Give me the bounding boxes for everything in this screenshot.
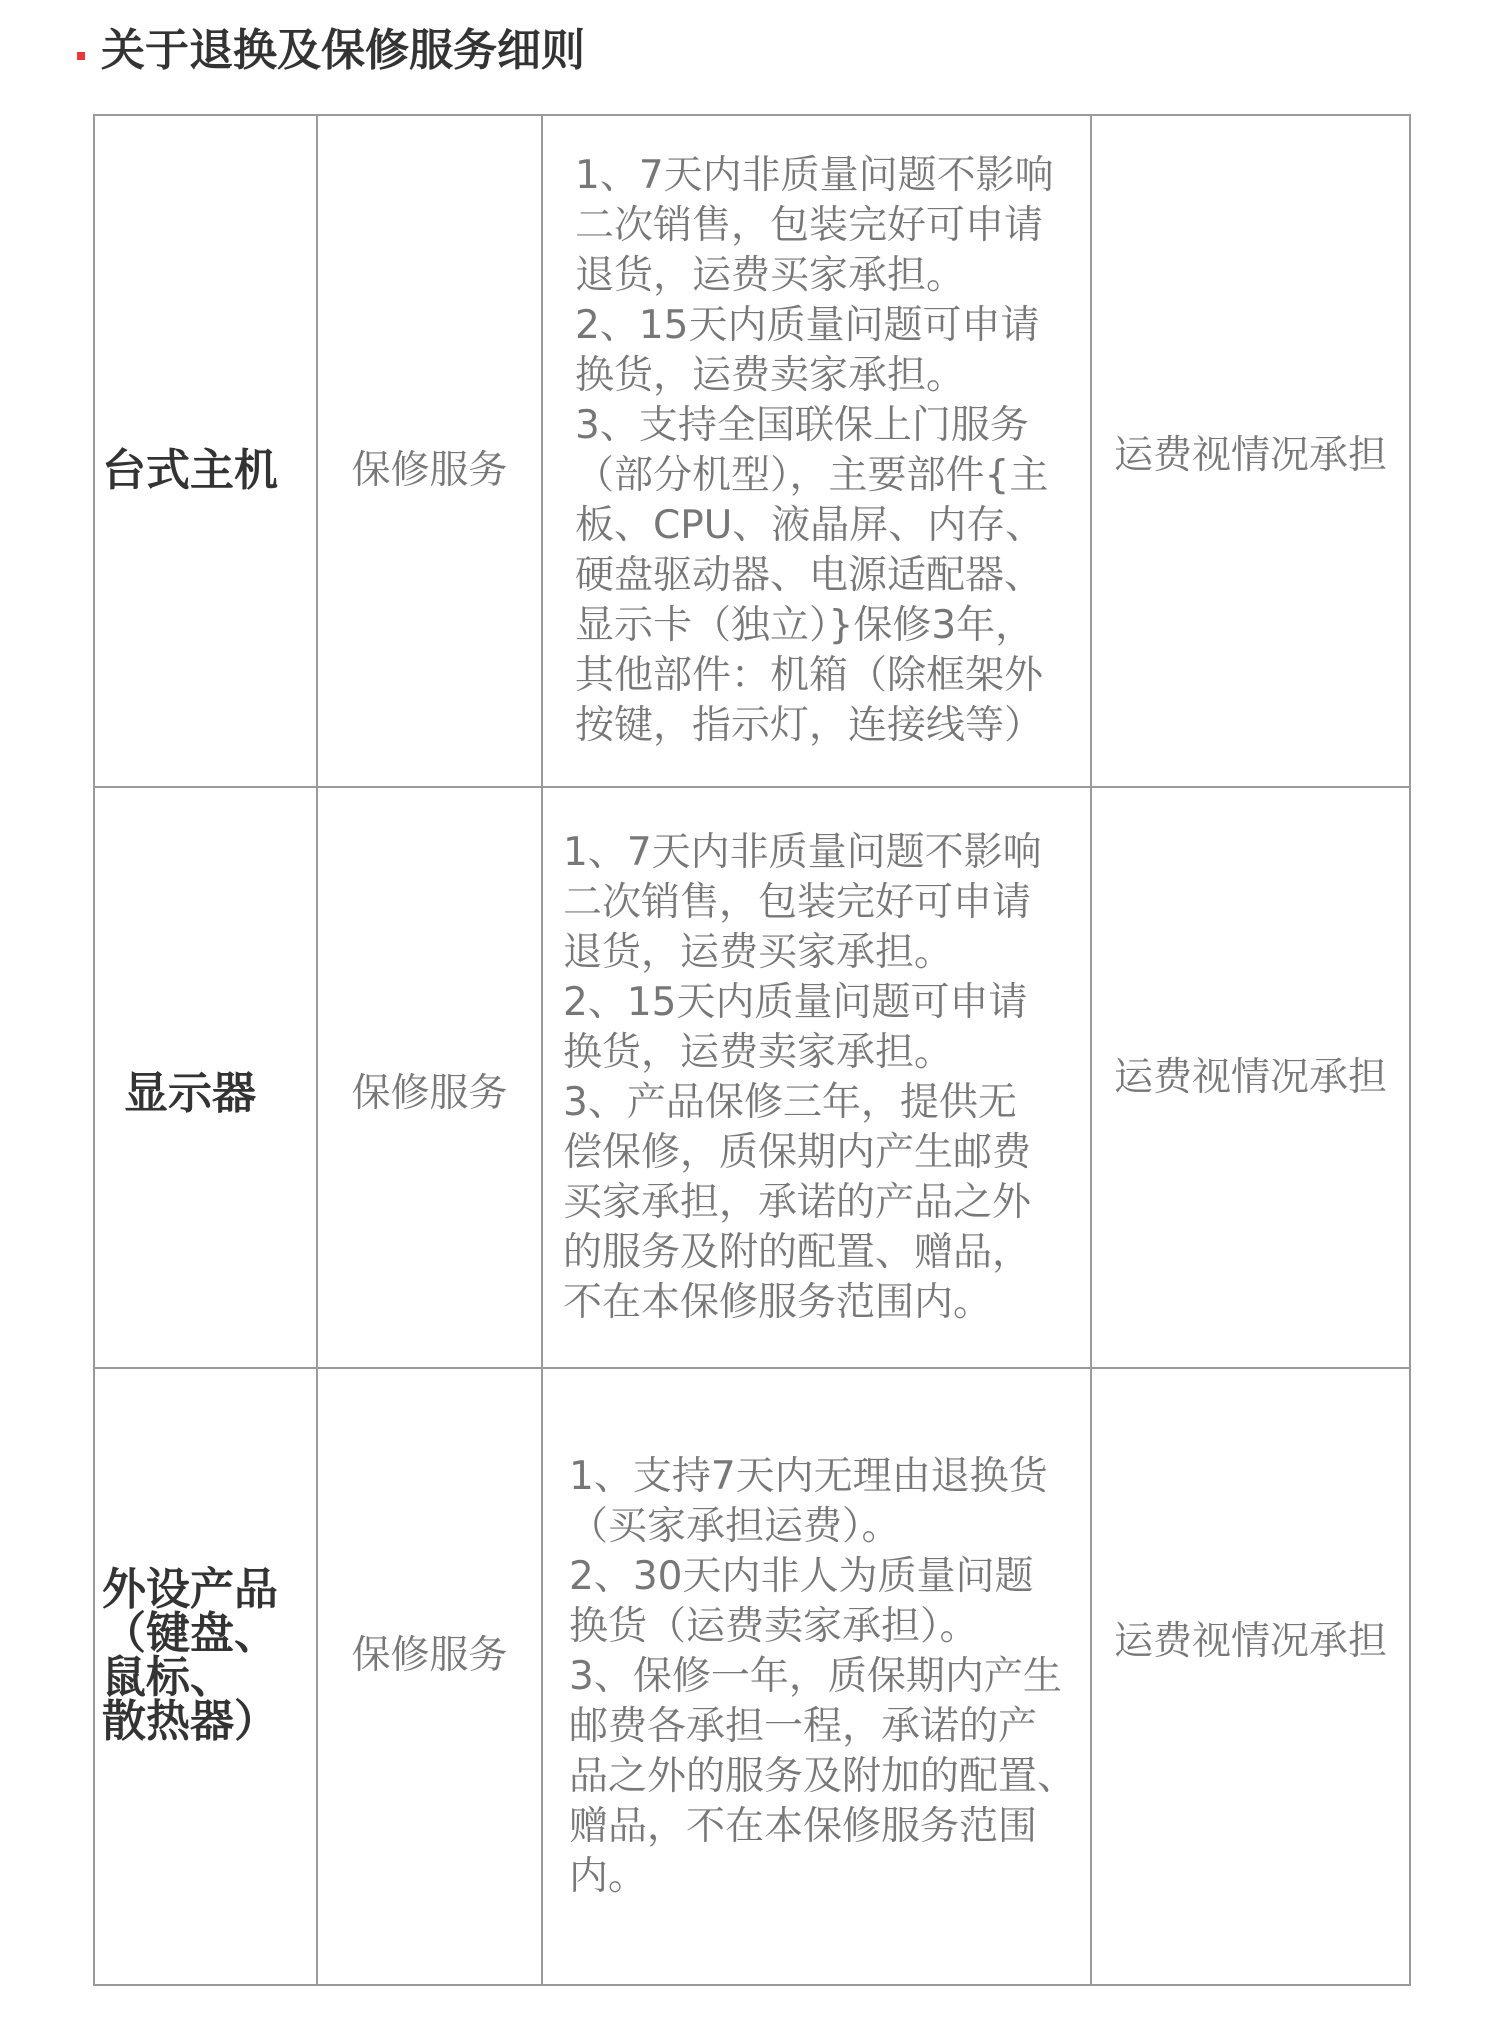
detail-line: 3、保修一年，质保期内产生 bbox=[569, 1653, 1062, 1699]
warranty-policy-table bbox=[93, 114, 1411, 1986]
detail-line: 换货，运费卖家承担。 bbox=[563, 1029, 954, 1075]
service-cell bbox=[318, 116, 543, 788]
detail-line: 其他部件：机箱（除框架外 bbox=[575, 653, 1044, 698]
product-cell bbox=[95, 1369, 318, 1986]
service-cell bbox=[318, 1369, 543, 1986]
detail-line: 硬盘驱动器、电源适配器、 bbox=[575, 553, 1044, 598]
product-name-line: （键盘、 bbox=[102, 1607, 278, 1659]
details-cell bbox=[543, 1369, 1092, 1986]
product-name-line: 台式主机 bbox=[102, 445, 278, 496]
product-name-line: 散热器） bbox=[102, 1695, 278, 1747]
shipping-note: 运费视情况承担 bbox=[1113, 433, 1387, 478]
detail-line: 3、产品保修三年，提供无 bbox=[563, 1079, 1017, 1125]
shipping-cell bbox=[1092, 1369, 1411, 1986]
service-cell bbox=[318, 788, 543, 1369]
product-name-line: 鼠标、 bbox=[102, 1651, 234, 1703]
detail-line: 邮费各承担一程，承诺的产 bbox=[569, 1703, 1038, 1749]
detail-line: 换货，运费卖家承担。 bbox=[575, 353, 966, 398]
product-name-line: 显示器 bbox=[124, 1067, 256, 1119]
product-name bbox=[102, 1563, 278, 1747]
section-title: 关于退换及保修服务细则 bbox=[101, 25, 585, 76]
shipping-note: 运费视情况承担 bbox=[1113, 1618, 1387, 1664]
product-cell bbox=[95, 788, 318, 1369]
detail-line: 1、支持7天内无理由退换货 bbox=[569, 1453, 1048, 1499]
detail-line: 按键，指示灯，连接线等） bbox=[575, 703, 1044, 748]
shipping-note: 运费视情况承担 bbox=[1113, 1054, 1387, 1100]
detail-line: 2、15天内质量问题可申请 bbox=[563, 979, 1028, 1025]
detail-line: 2、30天内非人为质量问题 bbox=[569, 1553, 1034, 1599]
details-cell bbox=[543, 116, 1092, 788]
service-type: 保修服务 bbox=[351, 448, 508, 493]
detail-line: 1、7天内非质量问题不影响 bbox=[575, 153, 1054, 198]
detail-line: 不在本保修服务范围内。 bbox=[563, 1279, 993, 1325]
detail-line: （买家承担运费）。 bbox=[569, 1503, 901, 1549]
detail-line: 板、CPU、液晶屏、内存、 bbox=[575, 503, 1045, 548]
shipping-cell bbox=[1092, 788, 1411, 1369]
product-name-line: 外设产品 bbox=[102, 1563, 278, 1615]
detail-line: 赠品，不在本保修服务范围 bbox=[569, 1803, 1038, 1849]
detail-line: 显示卡（独立）}保修3年， bbox=[575, 603, 1035, 648]
detail-line: 内。 bbox=[569, 1853, 648, 1899]
detail-line: 二次销售，包装完好可申请 bbox=[563, 879, 1032, 925]
service-type: 保修服务 bbox=[351, 1070, 508, 1116]
product-cell bbox=[95, 116, 318, 788]
detail-line: 退货，运费买家承担。 bbox=[563, 929, 954, 975]
detail-line: （部分机型），主要部件{主 bbox=[575, 453, 1049, 498]
detail-line: 2、15天内质量问题可申请 bbox=[575, 303, 1040, 348]
title-bullet bbox=[77, 52, 85, 60]
product-name bbox=[124, 1067, 256, 1119]
detail-line: 3、支持全国联保上门服务 bbox=[575, 403, 1029, 448]
detail-line: 1、7天内非质量问题不影响 bbox=[563, 829, 1042, 875]
detail-line: 退货，运费买家承担。 bbox=[575, 253, 966, 298]
detail-line: 换货（运费卖家承担）。 bbox=[569, 1603, 979, 1649]
detail-line: 二次销售，包装完好可申请 bbox=[575, 203, 1044, 248]
detail-line: 品之外的服务及附加的配置、 bbox=[569, 1753, 1077, 1799]
detail-line: 的服务及附的配置、赠品， bbox=[563, 1229, 1032, 1275]
policy-details bbox=[569, 1452, 1076, 1902]
detail-line: 买家承担，承诺的产品之外 bbox=[563, 1179, 1032, 1225]
detail-line: 偿保修，质保期内产生邮费 bbox=[563, 1129, 1032, 1175]
service-type: 保修服务 bbox=[351, 1632, 508, 1678]
policy-details bbox=[575, 151, 1054, 751]
details-cell bbox=[543, 788, 1092, 1369]
shipping-cell bbox=[1092, 116, 1411, 788]
product-name bbox=[102, 445, 278, 496]
policy-details bbox=[563, 828, 1042, 1328]
